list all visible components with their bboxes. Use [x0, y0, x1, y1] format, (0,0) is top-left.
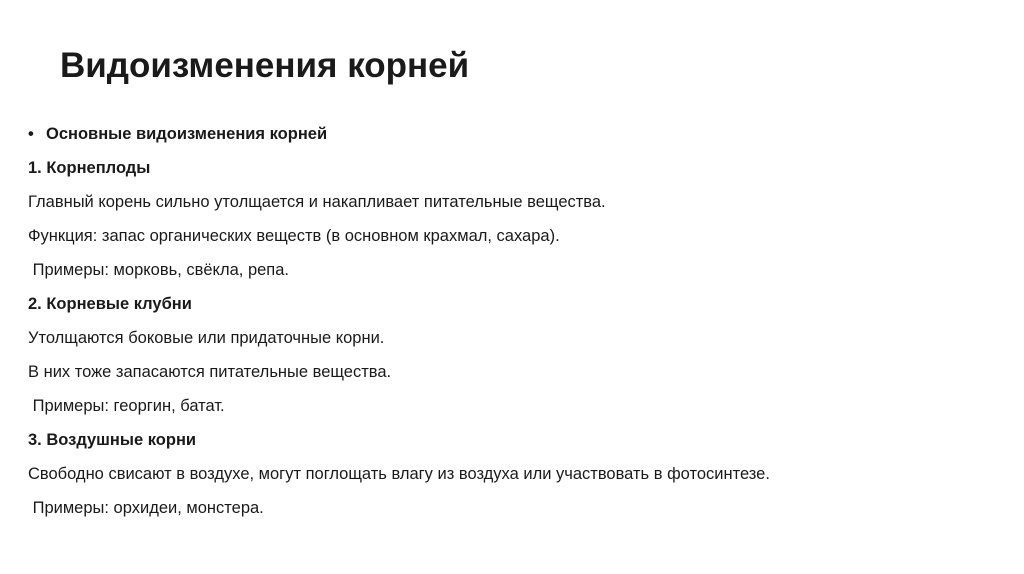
text-line: Главный корень сильно утолщается и накапливает питательные вещества. [28, 193, 606, 211]
text-line: Функция: запас органических веществ (в основном крахмал, сахара). [28, 227, 560, 245]
section-heading: Основные видоизменения корней [46, 125, 328, 143]
text-line: Утолщаются боковые или придаточные корни. [28, 329, 385, 347]
subheading-aerial-roots: 3. Воздушные корни [28, 431, 197, 449]
examples-line: Примеры: орхидеи, монстера. [28, 499, 264, 517]
text-line: Свободно свисают в воздухе, могут поглощать влагу из воздуха или участвовать в фотосинтезе. [28, 465, 770, 483]
examples-line: Примеры: морковь, свёкла, репа. [28, 261, 289, 279]
examples-line: Примеры: георгин, батат. [28, 397, 225, 415]
bullet-icon: • [28, 125, 34, 143]
text-line: В них тоже запасаются питательные вещества. [28, 363, 392, 381]
subheading-root-tubers: 2. Корневые клубни [28, 295, 192, 313]
slide-title: Видоизменения корней [60, 46, 470, 85]
slide-content [28, 121, 988, 529]
section-heading-row [28, 121, 988, 155]
subheading-root-crops: 1. Корнеплоды [28, 159, 151, 177]
